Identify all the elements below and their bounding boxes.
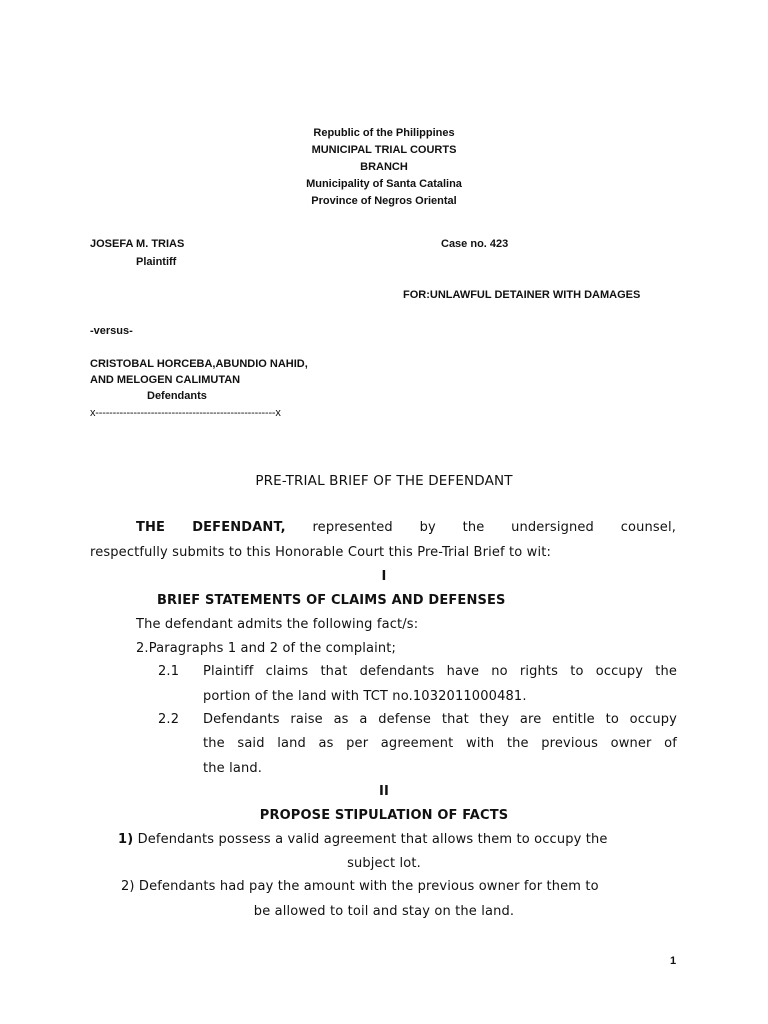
caption-separator: x----------------------------------------------------x [90, 407, 281, 419]
page-number: 1 [670, 955, 677, 967]
paragraph-reference: 2.Paragraphs 1 and 2 of the complaint; [136, 641, 397, 656]
section-2-heading: PROPOSE STIPULATION OF FACTS [259, 808, 509, 823]
fact-1-line-1-text: Defendants possess a valid agreement that allows them to occupy the [133, 832, 608, 847]
case-nature: FOR:UNLAWFUL DETAINER WITH DAMAGES [403, 289, 641, 301]
fact-1-line-1 [118, 832, 608, 847]
section-1-numeral: I [381, 569, 387, 584]
court-header-branch: BRANCH [360, 161, 408, 173]
fact-1-number: 1) [118, 832, 134, 847]
court-header-province: Province of Negros Oriental [311, 195, 457, 207]
item-2-1-number: 2.1 [158, 664, 180, 679]
item-2-2-line-2: the said land as per agreement with the previous owner of [203, 736, 677, 751]
admits-text: The defendant admits the following fact/s: [136, 617, 419, 632]
defendants-names-line1: CRISTOBAL HORCEBA,ABUNDIO NAHID, [90, 358, 308, 370]
item-2-1-line-1: Plaintiff claims that defendants have no rights to occupy the [203, 664, 677, 679]
court-header-court: MUNICIPAL TRIAL COURTS [311, 144, 457, 156]
item-2-1-line-2: portion of the land with TCT no.1032011000481. [203, 689, 527, 704]
fact-2-line-1: 2) Defendants had pay the amount with the previous owner for them to [121, 879, 599, 894]
plaintiff-name: JOSEFA M. TRIAS [90, 238, 185, 250]
document-title: PRE-TRIAL BRIEF OF THE DEFENDANT [255, 473, 513, 489]
plaintiff-role: Plaintiff [136, 256, 177, 268]
item-2-2-line-3: the land. [203, 761, 263, 776]
court-header-republic: Republic of the Philippines [313, 127, 455, 139]
court-header-municipality: Municipality of Santa Catalina [306, 178, 462, 190]
versus-label: -versus- [90, 325, 133, 337]
section-2-numeral: II [379, 784, 389, 799]
intro-line-1-text: represented by the undersigned counsel, [285, 520, 676, 535]
item-2-2-number: 2.2 [158, 712, 180, 727]
defendants-names-line2: AND MELOGEN CALIMUTAN [90, 374, 241, 386]
fact-1-line-2: subject lot. [347, 856, 421, 871]
case-number: Case no. 423 [441, 238, 509, 250]
defendants-role: Defendants [147, 390, 207, 402]
court-header [0, 125, 768, 210]
intro-line-2: respectfully submits to this Honorable Court this Pre-Trial Brief to wit: [90, 545, 551, 560]
intro-line-1 [136, 520, 676, 535]
item-2-2-line-1: Defendants raise as a defense that they are entitle to occupy [203, 712, 677, 727]
fact-2-line-2: be allowed to toil and stay on the land. [253, 904, 515, 919]
intro-defendant-bold: THE DEFENDANT, [136, 520, 286, 535]
section-1-heading: BRIEF STATEMENTS OF CLAIMS AND DEFENSES [157, 593, 506, 608]
